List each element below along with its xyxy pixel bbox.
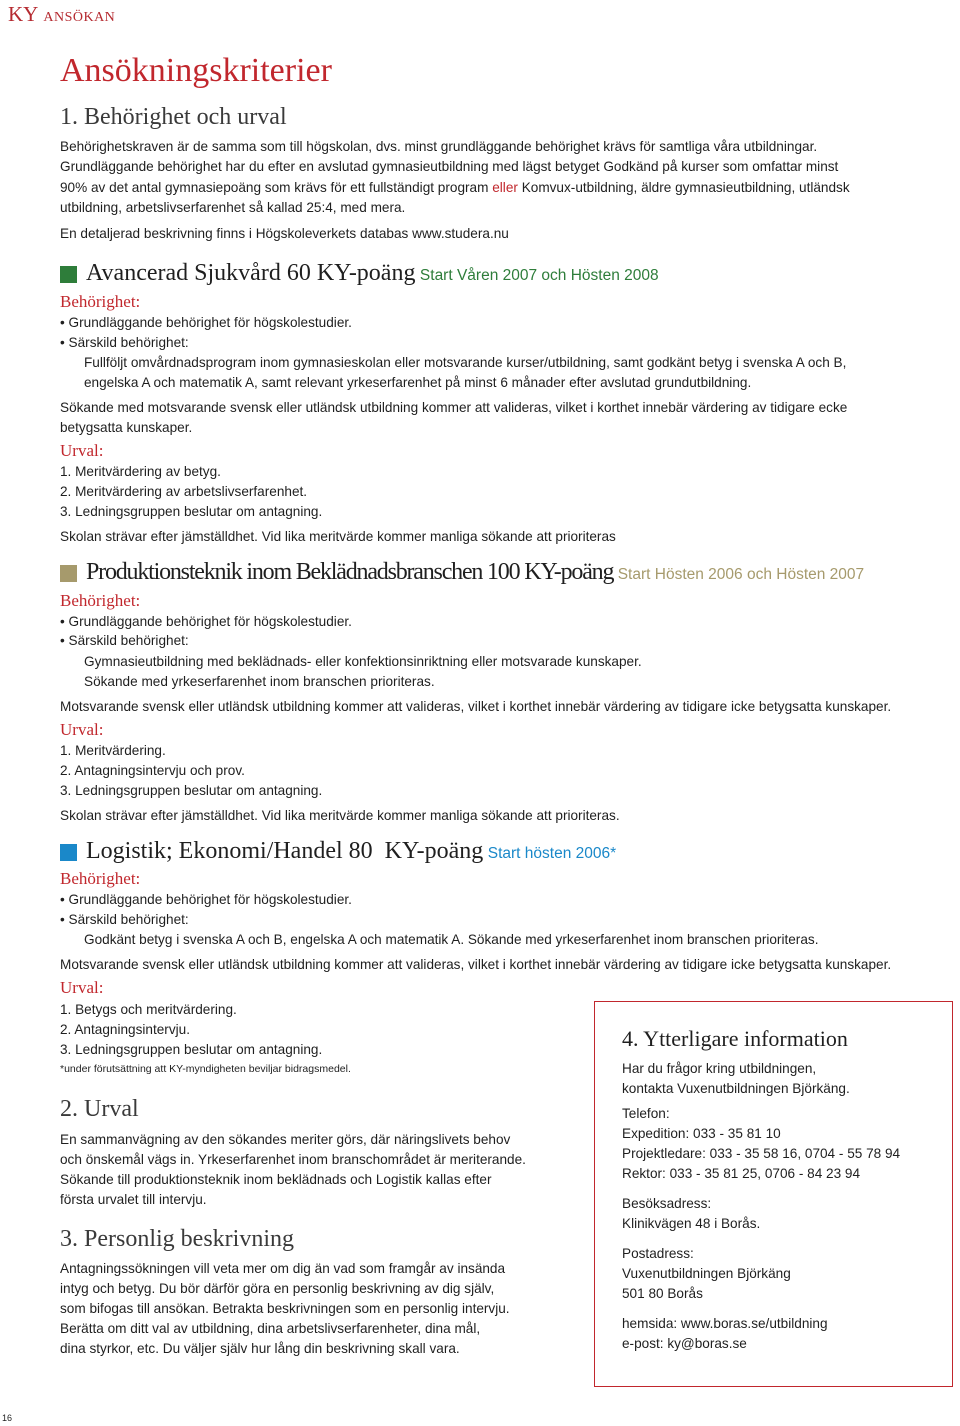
section2-heading: 2. Urval (60, 1096, 139, 1122)
section4-web[interactable]: hemsida: www.boras.se/utbildning (622, 1316, 828, 1331)
program2-jamst: Skolan strävar efter jämställdhet. Vid lika meritvärde kommer manliga sökande att prioriteras. (60, 808, 620, 823)
program2-square-icon (60, 565, 77, 582)
program2-behorighet-label: Behörighet: (60, 591, 141, 610)
program1-bullet2: • Särskild behörighet: (60, 335, 189, 350)
header (8, 2, 115, 27)
page-number: 16 (2, 1413, 13, 1423)
section1-line3 (60, 178, 850, 198)
section4-tel1: Expedition: 033 - 35 81 10 (622, 1126, 781, 1141)
section1-line3b: Komvux-utbildning, äldre gymnasieutbildning, utländsk (521, 180, 850, 195)
program2-detail2: Sökande med yrkeserfarenhet inom branschen prioriteras. (84, 674, 435, 689)
program3-square-icon (60, 844, 77, 861)
section4-intro1: Har du frågor kring utbildningen, (622, 1061, 817, 1076)
program2-valid: Motsvarande svensk eller utländsk utbildning kommer att valideras, vilket i korthet innebär värdering av tidigare icke betygsatta kunskaper. (60, 699, 892, 714)
section1-line3a: 90% av det antal gymnasiepoäng som krävs för ett fullständigt program (60, 180, 489, 195)
section1-line2: Grundläggande behörighet har du efter en avslutad gymnasieutbildning med lägst betyget Godkänd på kurser som omfattar minst (60, 159, 839, 174)
section3-heading: 3. Personlig beskrivning (60, 1226, 294, 1252)
section4-post2: 501 80 Borås (622, 1286, 703, 1301)
section1-line4: utbildning, arbetslivserfarenhet så kallad 25:4, med mera. (60, 200, 406, 215)
program1-square-icon (60, 266, 77, 283)
program3-bullet2: • Särskild behörighet: (60, 912, 189, 927)
program1-urval2: 2. Meritvärdering av arbetslivserfarenhet. (60, 484, 308, 499)
program1-detail1: Fullföljt omvårdnadsprogram inom gymnasieskolan eller motsvarande kurser/utbildning, samt godkänt betyg i svenska A och B, (84, 355, 847, 370)
section3-line1: Antagningssökningen vill veta mer om dig än vad som framgår av insända (60, 1261, 506, 1276)
program1-valid1: Sökande med motsvarande svensk eller utländsk utbildning kommer att valideras, vilket i korthet innebär värdering av tidigare ecke (60, 400, 848, 415)
section2-line3: Sökande till produktionsteknik inom beklädnads och Logistik kallas efter (60, 1172, 492, 1187)
program3-bullet1: • Grundläggande behörighet för högskolestudier. (60, 892, 352, 907)
section3-line3: som bifogas till ansökan. Betrakta beskrivningen som en personlig intervju. (60, 1301, 510, 1316)
program3-urval2: 2. Antagningsintervju. (60, 1022, 190, 1037)
page-title: Ansökningskriterier (60, 52, 332, 89)
section4-tel2: Projektledare: 033 - 35 58 16, 0704 - 55 78 94 (622, 1146, 901, 1161)
section1-line5: En detaljerad beskrivning finns i Högskoleverkets databas www.studera.nu (60, 226, 509, 241)
program1-detail2: engelska A och matematik A, samt relevant yrkeserfarenhet på minst 6 månader efter avslutad grundutbildning. (84, 375, 752, 390)
section4-heading: 4. Ytterligare information (622, 1026, 848, 1051)
section4-post-label: Postadress: (622, 1246, 694, 1261)
program1-jamst: Skolan strävar efter jämställdhet. Vid lika meritvärde kommer manliga sökande att prioriteras (60, 529, 616, 544)
section1-heading: 1. Behörighet och urval (60, 104, 287, 130)
section1-line3-red: eller (492, 180, 518, 195)
program1-urval3: 3. Ledningsgruppen beslutar om antagning. (60, 504, 323, 519)
section4-email[interactable]: e-post: ky@boras.se (622, 1336, 747, 1351)
program2-start: Start Hösten 2006 och Hösten 2007 (617, 566, 865, 583)
program3-urval1: 1. Betygs och meritvärdering. (60, 1002, 237, 1017)
program2-bullet2: • Särskild behörighet: (60, 633, 189, 648)
program1-start: Start Våren 2007 och Hösten 2008 (419, 267, 659, 284)
program2-urval1: 1. Meritvärdering. (60, 743, 166, 758)
section4-post1: Vuxenutbildningen Björkäng (622, 1266, 791, 1281)
program3-urval3: 3. Ledningsgruppen beslutar om antagning. (60, 1042, 323, 1057)
section2-line4: första urvalet till intervju. (60, 1192, 207, 1207)
section4-visit-label: Besöksadress: (622, 1196, 712, 1211)
program1-urval-label: Urval: (60, 441, 104, 460)
program3-detail1: Godkänt betyg i svenska A och B, engelska A och matematik A. Sökande med yrkeserfarenhet inom branschen prioriteras. (84, 932, 819, 947)
section4-visit: Klinikvägen 48 i Borås. (622, 1216, 761, 1231)
program1-title: Avancerad Sjukvård 60 KY-poäng (86, 260, 416, 286)
program1-urval1: 1. Meritvärdering av betyg. (60, 464, 221, 479)
section2-line2: och önskemål vägs in. Yrkeserfarenhet inom branschområdet är meriterande. (60, 1152, 526, 1167)
program3-behorighet-label: Behörighet: (60, 869, 141, 888)
program1-valid2: betygsatta kunskaper. (60, 420, 193, 435)
header-ansokan: ANSÖKAN (43, 10, 116, 25)
program3-urval-label: Urval: (60, 978, 104, 997)
section2-line1: En sammanvägning av den sökandes meriter görs, där näringslivets behov (60, 1132, 511, 1147)
program2-heading (86, 559, 864, 586)
program3-valid: Motsvarande svensk eller utländsk utbildning kommer att valideras, vilket i korthet innebär värdering av tidigare icke betygsatta kunskaper. (60, 957, 892, 972)
program3-heading (86, 838, 616, 865)
program3-footnote: *under förutsättning att KY-myndigheten beviljar bidragsmedel. (60, 1063, 351, 1075)
program2-detail1: Gymnasieutbildning med beklädnads- eller konfektionsinriktning eller motsvarade kunskaper. (84, 654, 642, 669)
program3-title: Logistik; Ekonomi/Handel 80 KY-poäng (86, 838, 484, 864)
program2-urval3: 3. Ledningsgruppen beslutar om antagning. (60, 783, 323, 798)
header-ky: KY (8, 2, 39, 26)
program2-title: Produktionsteknik inom Beklädnadsbranschen 100 KY-poäng (86, 559, 614, 585)
program2-urval2: 2. Antagningsintervju och prov. (60, 763, 245, 778)
program2-urval-label: Urval: (60, 720, 104, 739)
program1-behorighet-label: Behörighet: (60, 292, 141, 311)
program2-bullet1: • Grundläggande behörighet för högskolestudier. (60, 614, 352, 629)
program3-start: Start hösten 2006* (487, 845, 617, 862)
section3-line2: intyg och betyg. Du bör därför göra en personlig beskrivning av dig själv, (60, 1281, 495, 1296)
section4-intro2: kontakta Vuxenutbildningen Björkäng. (622, 1081, 850, 1096)
section4-tel-label: Telefon: (622, 1106, 670, 1121)
program1-heading (86, 260, 659, 287)
section1-line1: Behörighetskraven är de samma som till högskolan, dvs. minst grundläggande behörighet krävs för samtliga våra utbildningar. (60, 139, 818, 154)
section3-line5: dina styrkor, etc. Du väljer själv hur lång din beskrivning skall vara. (60, 1341, 460, 1356)
section4-tel3: Rektor: 033 - 35 81 25, 0706 - 84 23 94 (622, 1166, 861, 1181)
program1-bullet1: • Grundläggande behörighet för högskolestudier. (60, 315, 352, 330)
section3-line4: Berätta om ditt val av utbildning, dina arbetslivserfarenheter, dina mål, (60, 1321, 481, 1336)
